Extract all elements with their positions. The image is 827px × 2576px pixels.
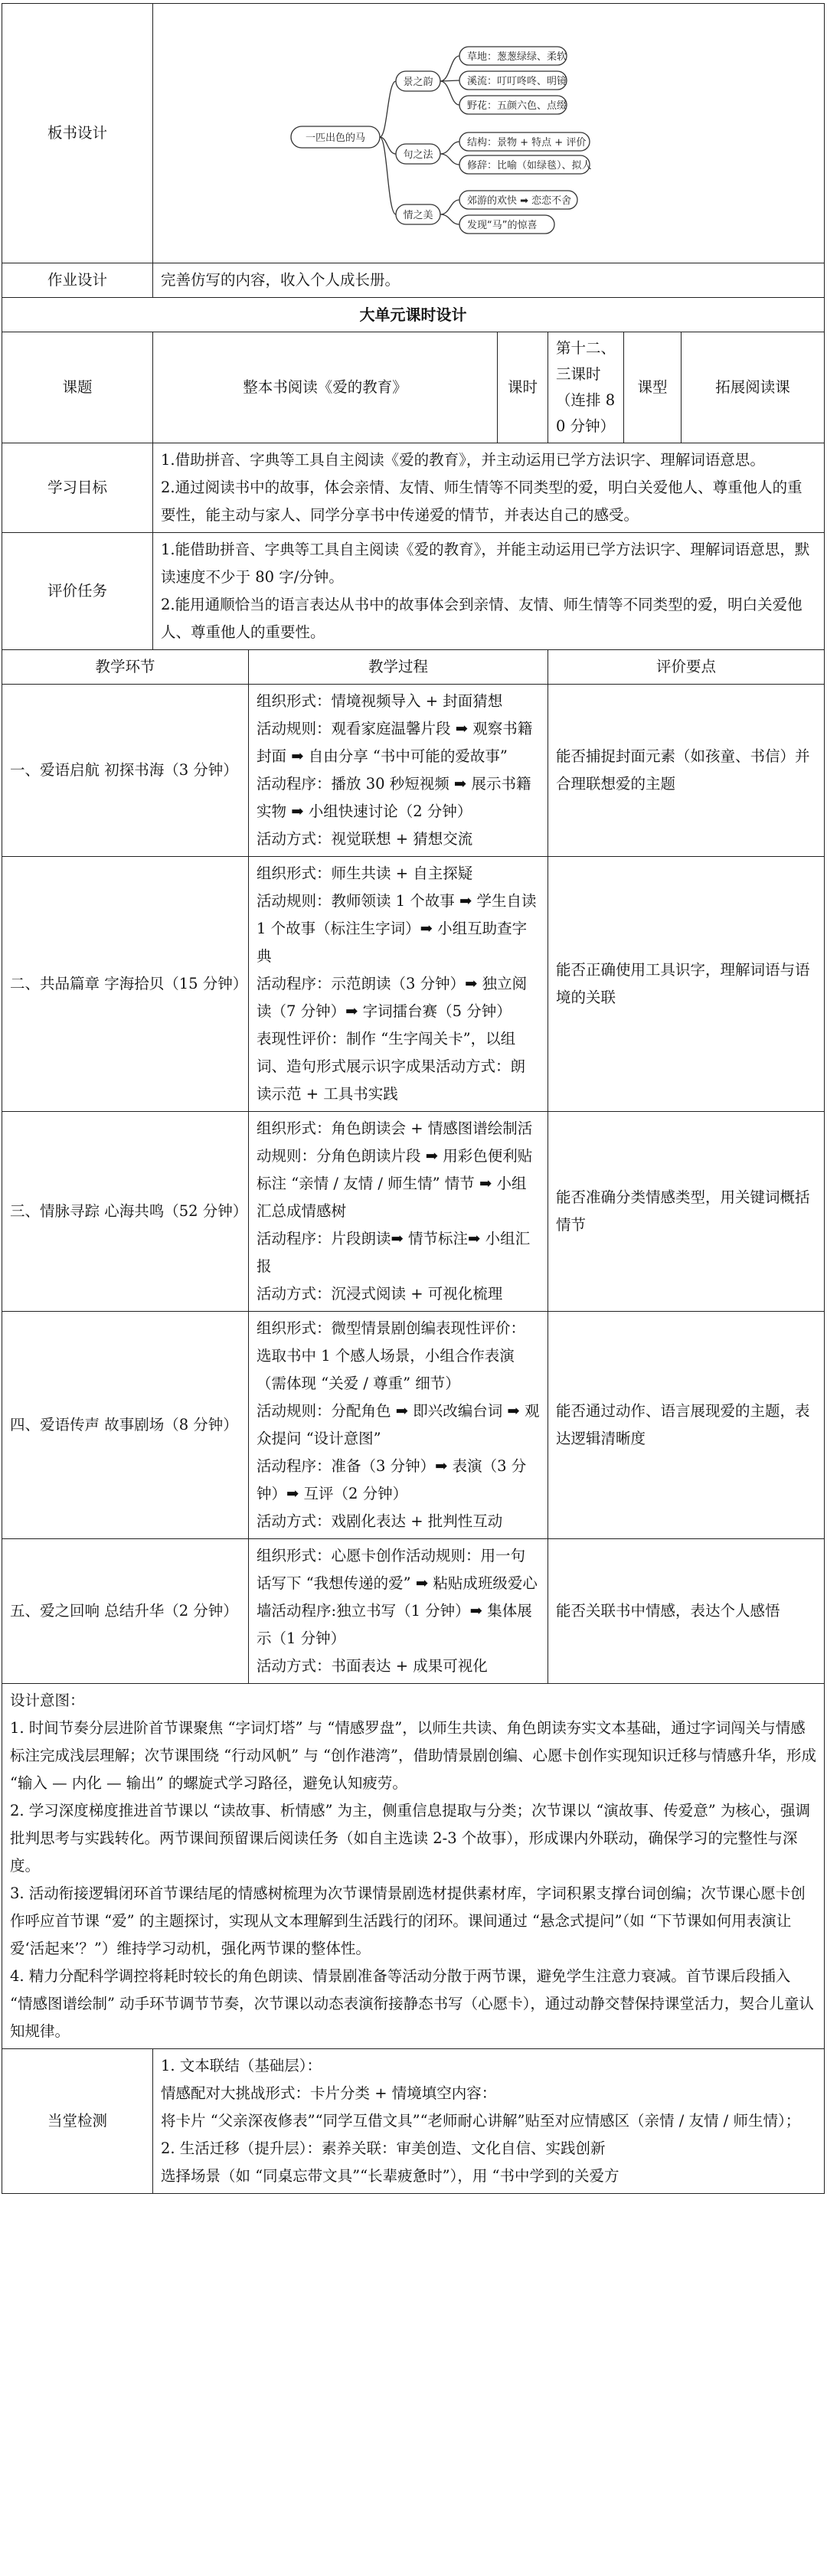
mindmap-center: 一匹出色的马 xyxy=(305,132,366,144)
mindmap-group-3: 情之美 xyxy=(403,210,433,221)
process-line: 组织形式：情境视频导入 + 封面猜想 xyxy=(257,692,503,710)
check-line: 2. 生活迁移（提升层）：素养关联：审美创造、文化自信、实践创新 xyxy=(161,2140,606,2157)
process-line: 活动程序：片段朗读➡ 情节标注➡ 小组汇报 xyxy=(257,1230,531,1275)
intent-title: 设计意图： xyxy=(10,1692,85,1709)
process-row xyxy=(2,685,825,857)
mindmap-leaf: 草地：葱葱绿绿、柔软 xyxy=(467,51,567,63)
stage-process xyxy=(249,1539,548,1684)
unit-title: 大单元课时设计 xyxy=(2,298,825,332)
mindmap-group-2: 句之法 xyxy=(403,149,433,161)
eval-item: 1.能借助拼音、字典等工具自主阅读《爱的教育》，并能主动运用已学方法识字、理解词语意思，默读速度不少于 80 字/分钟。 xyxy=(161,541,810,586)
process-row xyxy=(2,1312,825,1539)
period-value: 第十二、三课时（连排 80 分钟） xyxy=(548,332,624,443)
process-line: 活动程序：准备（3 分钟）➡ 表演（3 分钟）➡ 互评（2 分钟） xyxy=(257,1457,527,1502)
eval-row xyxy=(2,533,825,650)
goals-content xyxy=(153,443,825,533)
process-line: 活动程序：播放 30 秒短视频 ➡ 展示书籍实物 ➡ 小组快速讨论（2 分钟） xyxy=(257,775,531,820)
board-row xyxy=(2,4,825,263)
eval-item: 2.能用通顺恰当的语言表达从书中的故事体会到亲情、友情、师生情等不同类型的爱，明白关爱他人、尊重他人的重要性。 xyxy=(161,596,802,641)
homework-label: 作业设计 xyxy=(2,263,153,298)
intent-para: 2. 学习深度梯度推进首节课以 “读故事、析情感” 为主，侧重信息提取与分类；次节课以 “演故事、传爱意” 为核心，强调批判思考与实践转化。两节课间预留课后阅读任务（如自主选读 2-3 个故事），形成课内外联动，确保学习的完整性与深度。 xyxy=(10,1802,810,1875)
topic-row xyxy=(2,332,825,443)
process-line: 表现性评价：制作 “生字闯关卡”，以组词、造句形式展示识字成果活动方式：朗读示范 + 工具书实践 xyxy=(257,1030,526,1103)
stage-point: 能否准确分类情感类型，用关键词概括情节 xyxy=(548,1112,825,1312)
homework-row xyxy=(2,263,825,298)
mindmap-leaf: 野花：五颜六色、点缀 xyxy=(467,100,567,112)
stage-name: 五、爱之回响 总结升华（2 分钟） xyxy=(2,1539,249,1684)
type-value: 拓展阅读课 xyxy=(682,332,825,443)
goal-item: 2.通过阅读书中的故事，体会亲情、友情、师生情等不同类型的爱，明白关爱他人、尊重他人的重要性，能主动与家人、同学分享书中传递爱的情节，并表达自己的感受。 xyxy=(161,479,802,524)
process-header-process: 教学过程 xyxy=(249,650,548,685)
check-label: 当堂检测 xyxy=(2,2049,153,2194)
eval-label: 评价任务 xyxy=(2,533,153,650)
intent-para: 3. 活动衔接逻辑闭环首节课结尾的情感树梳理为次节课情景剧选材提供素材库，字词积累支撑台词创编；次节课心愿卡创作呼应首节课 “爱” 的主题探讨，实现从文本理解到生活践行的闭环。课间通过 “悬念式提问”（如 “下节课如何用表演让爱‘活起来’？”）维持学习动机，强化两节课的整体性。 xyxy=(10,1885,806,1957)
goal-item: 1.借助拼音、字典等工具自主阅读《爱的教育》，并主动运用已学方法识字、理解词语意思。 xyxy=(161,451,765,469)
process-line: 活动程序：示范朗读（3 分钟）➡ 独立阅读（7 分钟）➡ 字词擂台赛（5 分钟） xyxy=(257,975,528,1020)
homework-text: 完善仿写的内容，收入个人成长册。 xyxy=(153,263,825,298)
process-header-point: 评价要点 xyxy=(548,650,825,685)
eval-content xyxy=(153,533,825,650)
stage-process xyxy=(249,1112,548,1312)
process-header-stage: 教学环节 xyxy=(2,650,249,685)
process-row xyxy=(2,1539,825,1684)
lesson-plan-sheet xyxy=(2,3,824,2194)
process-header-row xyxy=(2,650,825,685)
stage-name: 二、共品篇章 字海拾贝（15 分钟） xyxy=(2,857,249,1112)
goals-row xyxy=(2,443,825,533)
process-line: 组织形式：师生共读 + 自主探疑 xyxy=(257,865,473,882)
unit-title-row xyxy=(2,298,825,332)
mindmap-leaf: 溪流：叮叮咚咚、明镜 xyxy=(467,76,567,87)
period-label: 课时 xyxy=(498,332,548,443)
process-line: 活动规则：分配角色 ➡ 即兴改编台词 ➡ 观众提问 “设计意图” xyxy=(257,1402,540,1447)
goals-label: 学习目标 xyxy=(2,443,153,533)
process-line: 活动规则：教师领读 1 个故事 ➡ 学生自读 1 个故事（标注生字词）➡ 小组互助查字典 xyxy=(257,892,537,965)
board-label: 板书设计 xyxy=(2,4,153,263)
process-line: 组织形式：角色朗读会 + 情感图谱绘制活动规则：分角色朗读片段 ➡ 用彩色便利贴标注 “亲情 / 友情 / 师生情” 情节 ➡ 小组汇总成情感树 xyxy=(257,1120,533,1220)
mindmap-leaf: 修辞：比喻（如绿毯）、拟人 xyxy=(467,160,592,172)
stage-name: 三、情脉寻踪 心海共鸣（52 分钟） xyxy=(2,1112,249,1312)
board-mindmap-cell xyxy=(153,4,825,263)
process-line: 活动方式：视觉联想 + 猜想交流 xyxy=(257,830,473,848)
stage-point: 能否捕捉封面元素（如孩童、书信）并合理联想爱的主题 xyxy=(548,685,825,857)
check-row xyxy=(2,2049,825,2194)
check-line: 将卡片 “父亲深夜修表”“同学互借文具”“老师耐心讲解”贴至对应情感区（亲情 / 友情 / 师生情）； xyxy=(161,2112,801,2130)
mindmap-leaf: 发现“马”的惊喜 xyxy=(467,220,538,231)
stage-process xyxy=(249,685,548,857)
mindmap-leaf: 结构：景物 + 特点 + 评价 xyxy=(467,137,587,149)
stage-process xyxy=(249,857,548,1112)
topic-label: 课题 xyxy=(2,332,153,443)
process-line: 组织形式：心愿卡创作活动规则：用一句话写下 “我想传递的爱” ➡ 粘贴成班级爱心墙活动程序:独立书写（1 分钟）➡ 集体展示（1 分钟） xyxy=(257,1547,538,1647)
lesson-plan-table xyxy=(2,3,825,2194)
intent-row xyxy=(2,1684,825,2049)
type-label: 课型 xyxy=(624,332,682,443)
process-row xyxy=(2,857,825,1112)
mindmap-group-1: 景之韵 xyxy=(403,77,433,88)
process-line: 活动方式：沉浸式阅读 + 可视化梳理 xyxy=(257,1285,503,1303)
topic-value: 整本书阅读《爱的教育》 xyxy=(153,332,498,443)
mindmap-leaf: 郊游的欢快 ➡ 恋恋不舍 xyxy=(467,195,572,207)
process-line: 活动规则：观看家庭温馨片段 ➡ 观察书籍封面 ➡ 自由分享 “书中可能的爱故事” xyxy=(257,720,533,765)
check-line: 选择场景（如 “同桌忘带文具”“长辈疲惫时”），用 “书中学到的关爱方 xyxy=(161,2167,619,2185)
intent-para: 1. 时间节奏分层进阶首节课聚焦 “字词灯塔” 与 “情感罗盘”，以师生共读、角色朗读夯实文本基础，通过字词闯关与情感标注完成浅层理解；次节课围绕 “行动风帆” 与 “创作港湾”，借助情景剧创编、心愿卡创作实现知识迁移与情感升华，形成 “输入 — 内化 — 输出” 的螺旋式学习路径，避免认知疲劳。 xyxy=(10,1719,816,1792)
check-line: 1. 文本联结（基础层）： xyxy=(161,2057,322,2074)
check-content xyxy=(153,2049,825,2194)
process-line: 组织形式：微型情景剧创编表现性评价：选取书中 1 个感人场景，小组合作表演（需体现 “关爱 / 尊重” 细节） xyxy=(257,1319,526,1392)
process-line: 活动方式：戏剧化表达 + 批判性互动 xyxy=(257,1512,503,1530)
stage-name: 四、爱语传声 故事剧场（8 分钟） xyxy=(2,1312,249,1539)
process-row xyxy=(2,1112,825,1312)
stage-point: 能否通过动作、语言展现爱的主题，表达逻辑清晰度 xyxy=(548,1312,825,1539)
board-mindmap xyxy=(153,4,823,253)
intent-para: 4. 精力分配科学调控将耗时较长的角色朗读、情景剧准备等活动分散于两节课，避免学生注意力衰减。首节课后段插入 “情感图谱绘制” 动手环节调节节奏，次节课以动态表演衔接静态书写（心愿卡），通过动静交替保持课堂活力，契合儿童认知规律。 xyxy=(10,1967,814,2040)
check-line: 情感配对大挑战形式：卡片分类 + 情境填空内容： xyxy=(161,2084,497,2102)
design-intent xyxy=(2,1684,825,2049)
stage-point: 能否关联书中情感，表达个人感悟 xyxy=(548,1539,825,1684)
stage-process xyxy=(249,1312,548,1539)
process-line: 活动方式：书面表达 + 成果可视化 xyxy=(257,1657,488,1675)
stage-point: 能否正确使用工具识字，理解词语与语境的关联 xyxy=(548,857,825,1112)
stage-name: 一、爱语启航 初探书海（3 分钟） xyxy=(2,685,249,857)
